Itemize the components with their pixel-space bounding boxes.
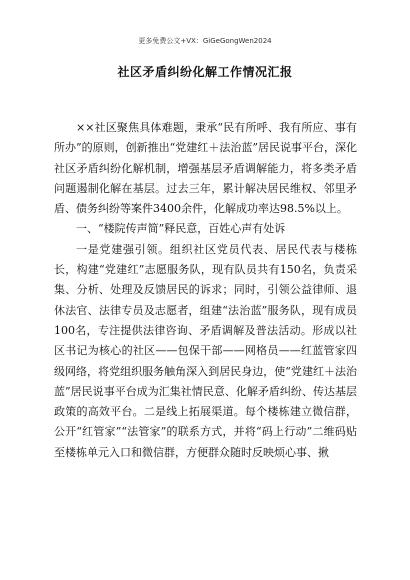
document-body [54, 118, 357, 463]
intro-paragraph: ××社区聚焦具体难题，秉承“民有所呼、我有所应、事有所办”的原则，创新推出“党建红＋法治蓝”居民说事平台，深化社区矛盾纠纷化解机制，增强基层矛盾调解能力，将多类矛盾问题遏制化解在基层。过去三年，累计解决居民维权、邻里矛盾、债务纠纷等案件3400余件，化解成功率达98.5%以上。 [54, 121, 357, 216]
header-promo-note: 更多免费公文+VX：GiGeGongWen2024 [138, 37, 272, 45]
section-1-paragraph: 一是党建强引领。组织社区党员代表、居民代表与楼栋长，构建“党建红”志愿服务队，现有队员共有150名，负责采集、分析、处理及反馈居民的诉求；同时，引领公益律师、退休法官、法律专员及志愿者，组建“法治蓝”服务队，现有成员100名，专注提供法律咨询、矛盾调解及普法活动。形成以社区书记为核心的社区——包保干部——网格员——红蓝管家四级网络，将党组织服务触角深入到居民身边，使“党建红＋法治蓝”居民说事平台成为汇集社情民意、化解矛盾纠纷、传达基层政策的高效平台。二是线上拓展渠道。每个楼栋建立微信群，公开“红管家”“法管家”的联系方式，并将“码上行动”二维码贴至楼栋单元入口和微信群，方便群众随时反映烦心事、揪 [54, 242, 357, 459]
section-heading-1: 一、“楼院传声简”释民意，百姓心声有处诉 [76, 222, 286, 236]
document-title: 社区矛盾纠纷化解工作情况汇报 [117, 65, 293, 79]
